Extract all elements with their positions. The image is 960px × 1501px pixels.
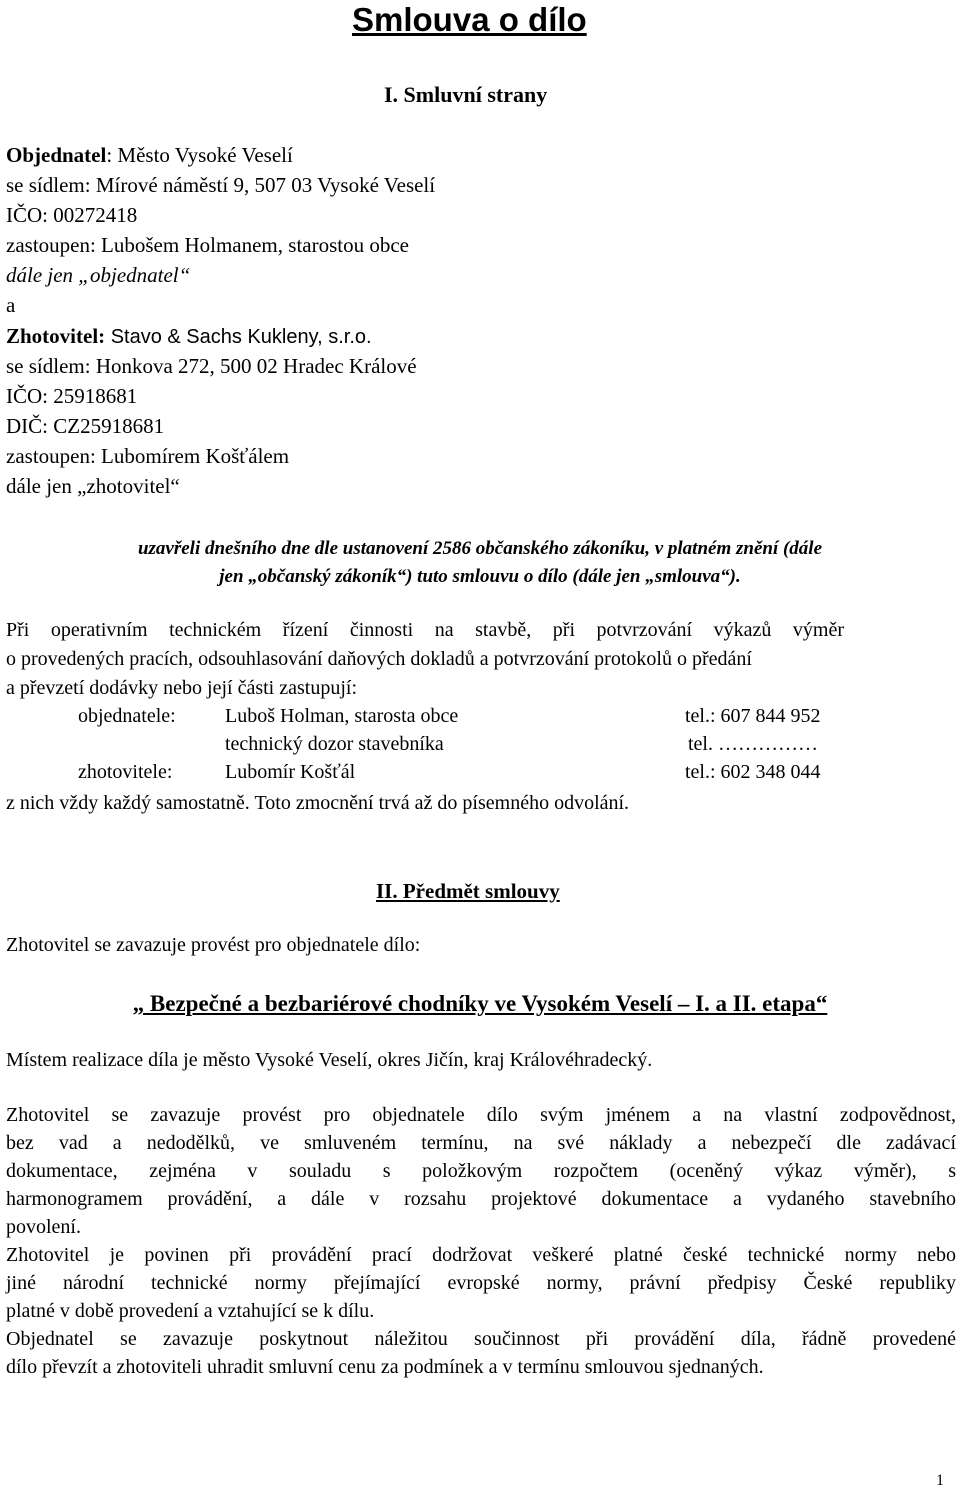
operative-line-2: o provedených pracích, odsouhlasování daňových dokladů a potvrzování protokolů o předání [6, 648, 752, 670]
rep-row-phone: tel.: 607 844 952 [685, 705, 821, 727]
obligation-para-1-line: Zhotovitel se zavazuje provést pro objednatele dílo svým jménem a na vlastní zodpovědnost, [6, 1104, 956, 1126]
objednatel-representative: zastoupen: Lubošem Holmanem, starostou obce [6, 233, 409, 257]
document-title: Smlouva o dílo [352, 1, 587, 38]
obligation-para-2-line: platné v době provedení a vztahující se k dílu. [6, 1300, 375, 1322]
rep-row-phone: tel. …………… [688, 733, 818, 755]
zhotovitel-label: Zhotovitel: [6, 324, 106, 348]
rep-row-role: objednatele: [78, 705, 176, 727]
contract-clause-line-2: jen „občanský zákoník“) tuto smlouvu o dílo (dále jen „smlouva“). [219, 566, 741, 587]
project-title: „ Bezpečné a bezbariérové chodníky ve Vysokém Veselí – I. a II. etapa“ [132, 991, 828, 1016]
objednatel-name: : Město Vysoké Veselí [106, 143, 293, 167]
objednatel-name-line [6, 141, 293, 170]
realization-place: Místem realizace díla je město Vysoké Veselí, okres Jičín, kraj Královéhradecký. [6, 1049, 653, 1071]
objednatel-ico: IČO: 00272418 [6, 203, 138, 227]
section-2-heading: II. Předmět smlouvy [376, 879, 560, 903]
rep-row-person: technický dozor stavebníka [225, 733, 444, 755]
obligation-para-1-line: harmonogramem provádění, a dále v rozsahu projektové dokumentace a vydaného stavebního [6, 1188, 956, 1210]
contract-clause-line-1: uzavřeli dnešního dne dle ustanovení 2586 občanského zákoníku, v platném znění (dále [137, 538, 823, 559]
rep-row-role: zhotovitele: [78, 761, 173, 783]
subject-intro: Zhotovitel se zavazuje provést pro objednatele dílo: [6, 934, 421, 956]
section-1-heading: I. Smluvní strany [384, 82, 548, 107]
page-number: 1 [936, 1472, 944, 1489]
obligation-para-1-line: povolení. [6, 1216, 81, 1238]
operative-line-1: Při operativním technickém řízení činnosti na stavbě, při potvrzování výkazů výměr [6, 619, 844, 641]
conjunction: a [6, 293, 16, 317]
objednatel-alias: dále jen „objednatel“ [6, 263, 191, 287]
obligation-para-1-line: bez vad a nedodělků, ve smluveném termínu, na své náklady a nebezpečí dle zadávací [6, 1132, 956, 1154]
zhotovitel-dic: DIČ: CZ25918681 [6, 414, 165, 438]
obligation-para-3-line: dílo převzít a zhotoviteli uhradit smluvní cenu za podmínek a v termínu smlouvou sjednaných. [6, 1356, 764, 1378]
objednatel-label: Objednatel [6, 143, 107, 167]
objednatel-seat: se sídlem: Mírové náměstí 9, 507 03 Vysoké Veselí [6, 173, 436, 197]
rep-row-person: Lubomír Košťál [225, 761, 356, 783]
obligation-para-1-line: dokumentace, zejména v souladu s položkovým rozpočtem (oceněný výkaz výměr), s [6, 1160, 956, 1182]
zhotovitel-name: Stavo & Sachs Kukleny, s.r.o. [105, 326, 372, 348]
zhotovitel-representative: zastoupen: Lubomírem Košťálem [6, 444, 290, 468]
zhotovitel-alias: dále jen „zhotovitel“ [6, 474, 180, 498]
obligation-para-3-line: Objednatel se zavazuje poskytnout náležitou součinnost při provádění díla, řádně provedené [6, 1328, 956, 1350]
rep-row-phone: tel.: 602 348 044 [685, 761, 821, 783]
operative-line-3: a převzetí dodávky nebo její části zastupují: [6, 677, 357, 699]
obligation-para-2-line: Zhotovitel je povinen při provádění prací dodržovat veškeré platné české technické normy nebo [6, 1244, 956, 1266]
obligation-para-2-line: jiné národní technické normy přejímající evropské normy, právní předpisy České republiky [6, 1272, 956, 1294]
operative-closing: z nich vždy každý samostatně. Toto zmocnění trvá až do písemného odvolání. [6, 792, 630, 814]
zhotovitel-seat: se sídlem: Honkova 272, 500 02 Hradec Králové [6, 354, 417, 378]
zhotovitel-name-line [6, 322, 372, 352]
rep-row-person: Luboš Holman, starosta obce [225, 705, 459, 727]
zhotovitel-ico: IČO: 25918681 [6, 384, 138, 408]
